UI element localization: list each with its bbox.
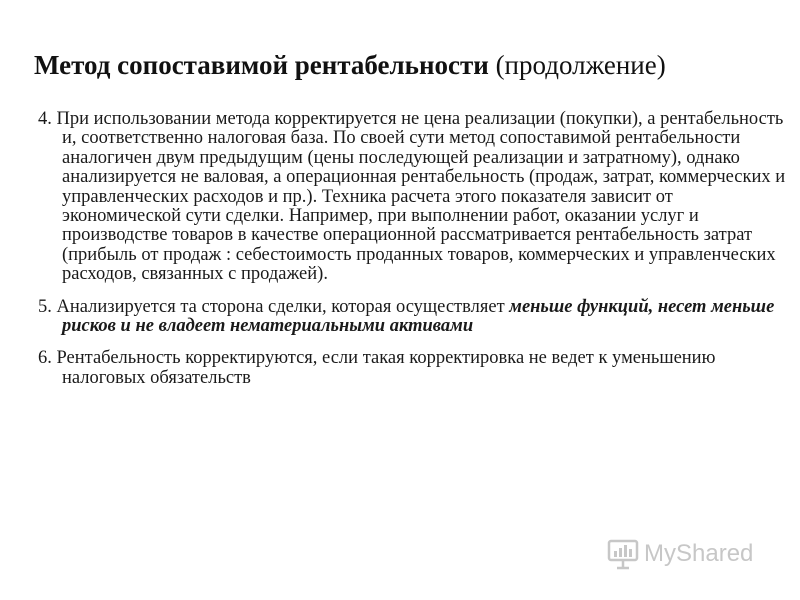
- slide-title-main: Метод сопоставимой рентабельности: [34, 50, 489, 80]
- paragraph-6: [38, 349, 794, 388]
- myshared-brand-text: MyShared: [644, 540, 754, 567]
- paragraph-5: [38, 298, 794, 337]
- slide-body: [38, 110, 794, 401]
- paragraph-6-text: 6. Рентабельность корректируются, если такая корректировка не ведет к уменьшению налоговых обязательств: [38, 348, 716, 388]
- paragraph-4: [38, 110, 794, 285]
- paragraph-4-text: 4. При использовании метода корректируется не цена реализации (покупки), а рентабельность и, соответственно налоговая база. По своей сути метод сопоставимой рентабельности аналогичен двум предыдущим (цены последующей реализации и затратному), однако анализируется не валовая, а операционная рентабельность (продаж, затрат, коммерческих и управленческих расходов и пр.). Техника расчета этого показателя зависит от экономической сути сделки. Например, при выполнении работ, оказании услуг и производстве товаров в качестве операционной рассматривается рентабельность затрат (прибыль от продаж : себестоимость проданных товаров, коммерческих и управленческих расходов, связанных с продажей).: [38, 109, 786, 285]
- slide-title: [34, 48, 774, 82]
- myshared-watermark: [606, 536, 753, 572]
- presentation-board-icon: [606, 537, 640, 571]
- paragraph-5-text: 5. Анализируется та сторона сделки, которая осуществляет: [38, 296, 510, 317]
- slide-title-suffix: (продолжение): [488, 50, 666, 80]
- paragraph-5-emphasis: меньше функций, несет меньше рисков и не владеет нематериальными активами: [62, 296, 775, 337]
